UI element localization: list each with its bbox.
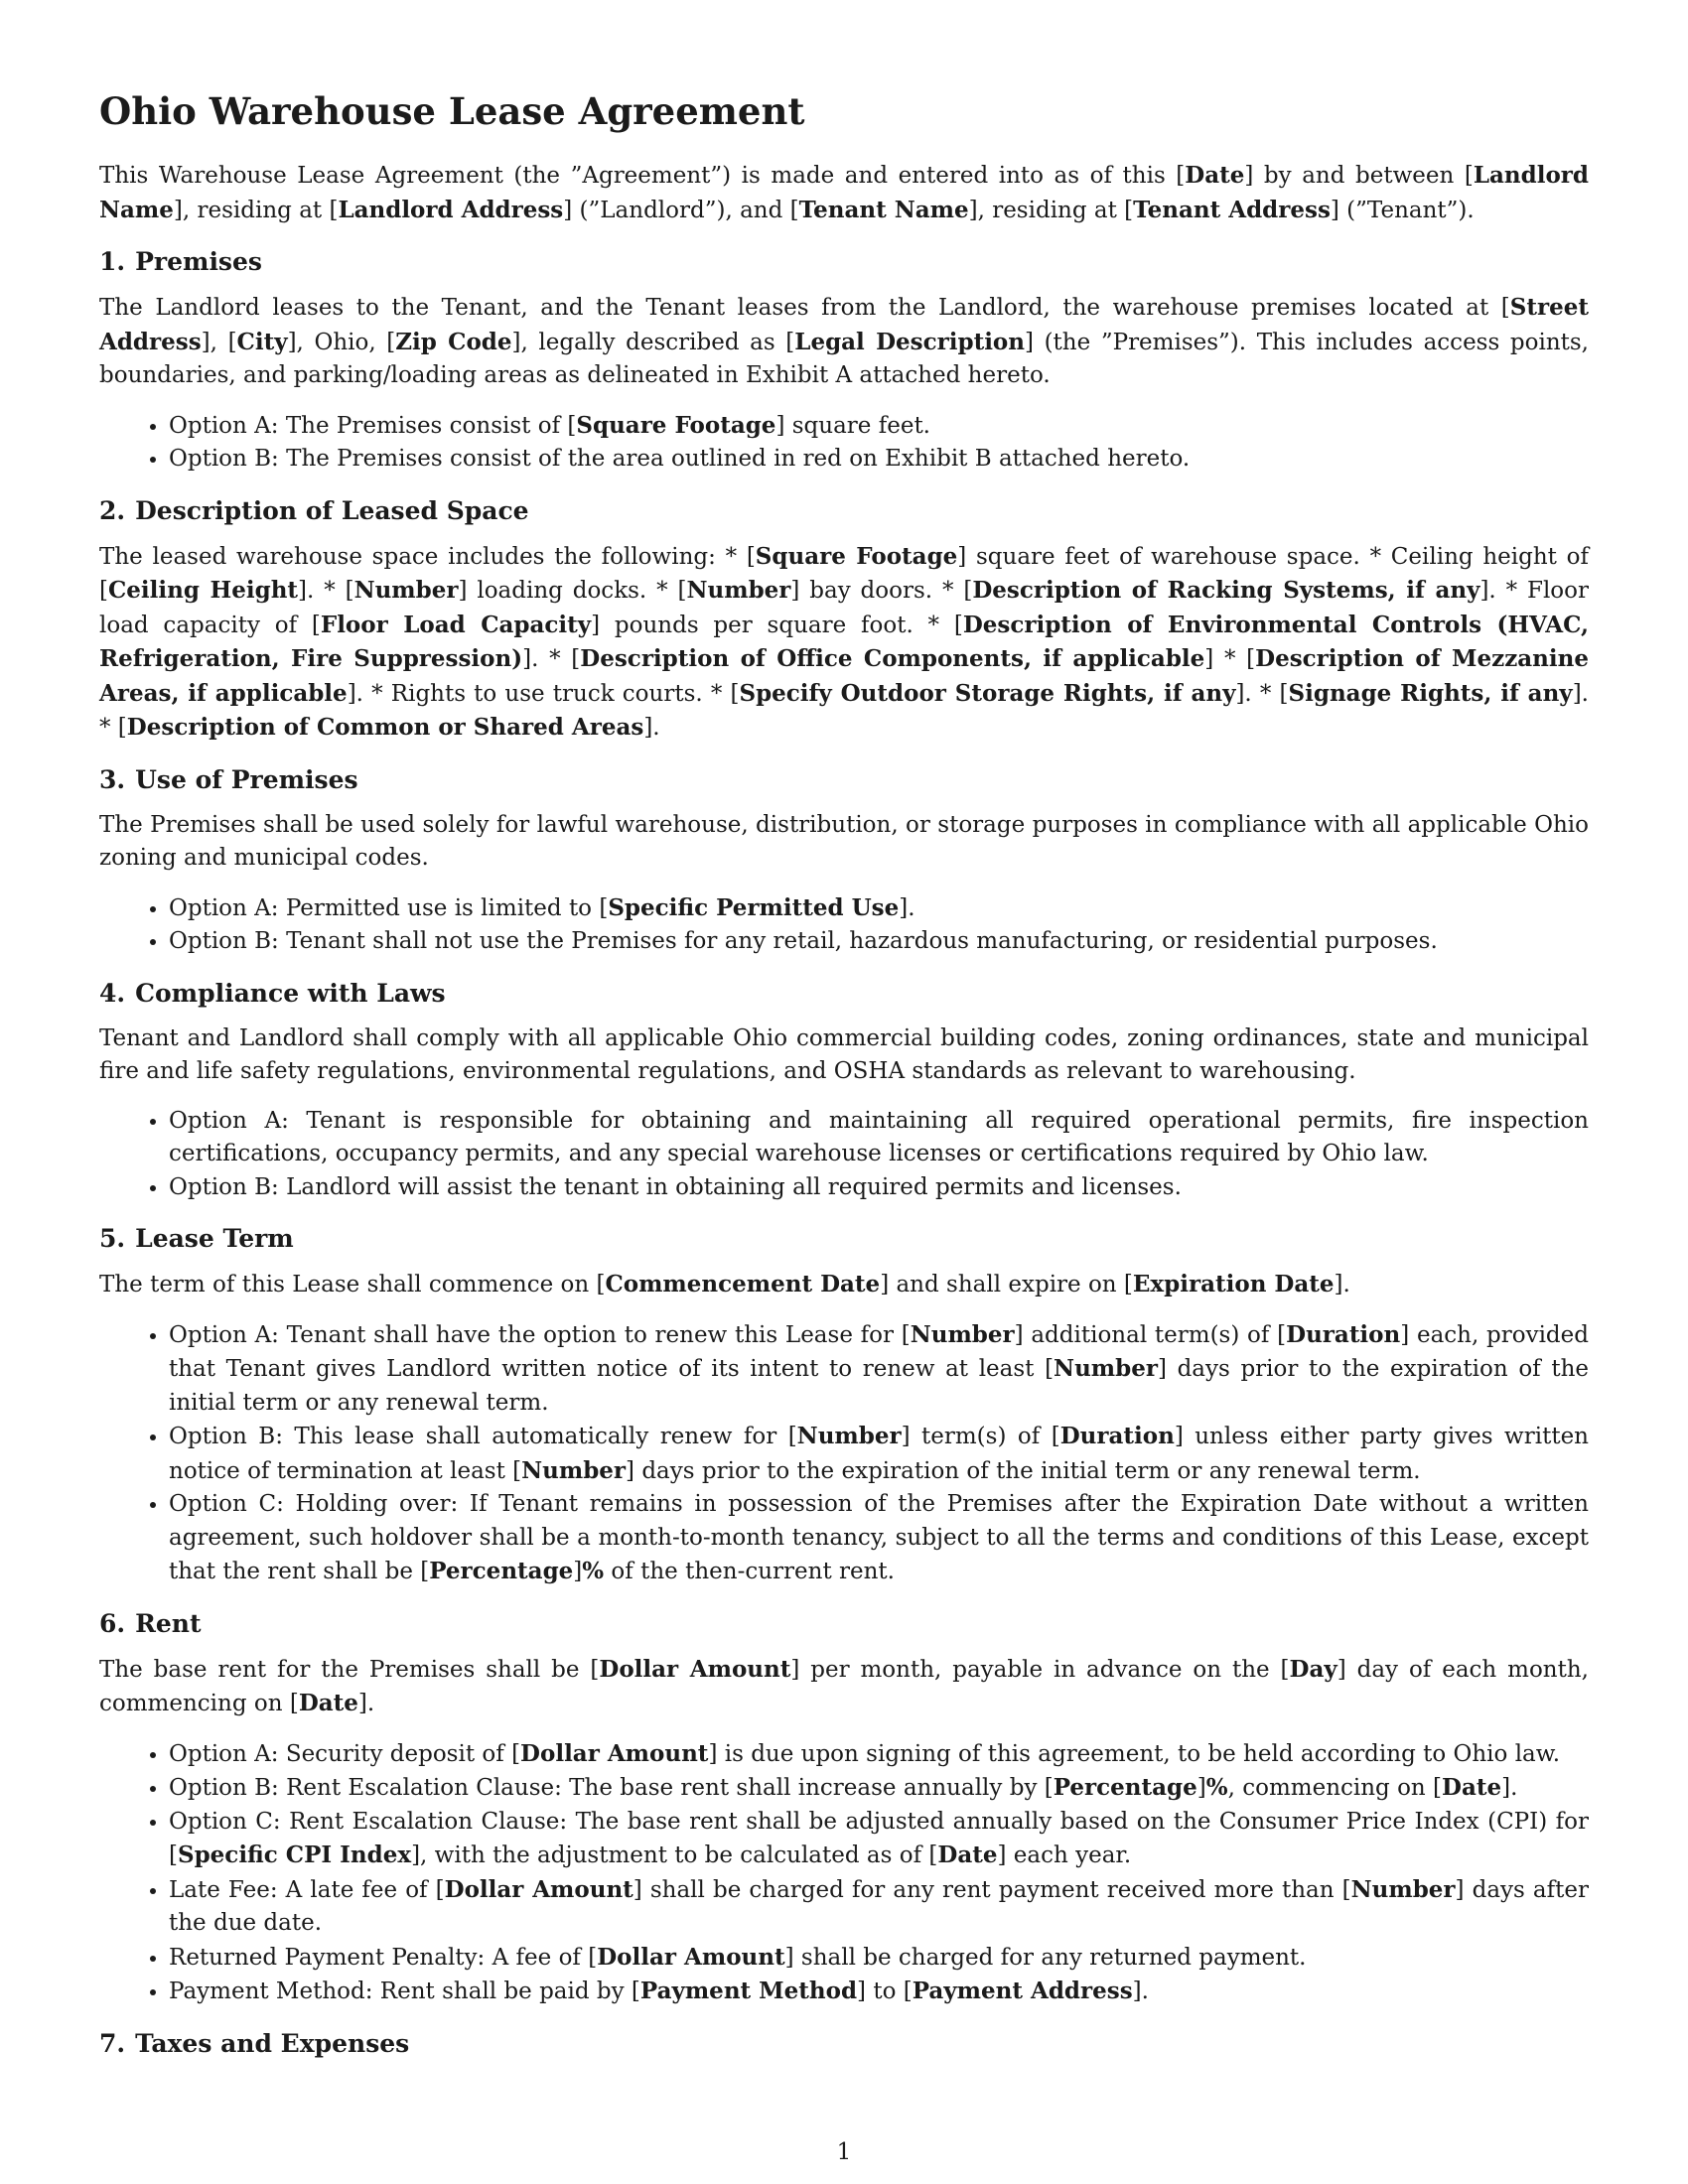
section-number: 6. xyxy=(99,1608,126,1638)
section-heading xyxy=(99,765,1589,795)
placeholder-field: Description of Racking Systems, if any xyxy=(972,577,1480,604)
text-run: ]. * [ xyxy=(522,646,581,672)
option-item xyxy=(169,1873,1589,1941)
text-run: ], [ xyxy=(201,329,237,355)
text-run: Option B: The Premises consist of the area outlined in red on Exhibit B attached hereto. xyxy=(169,446,1191,472)
text-run: ] xyxy=(1196,1775,1206,1801)
option-item xyxy=(169,925,1589,959)
placeholder-field: Dollar Amount xyxy=(520,1739,709,1767)
placeholder-field: Percentage xyxy=(429,1558,574,1584)
placeholder-field: Street Address xyxy=(99,294,1589,355)
text-run: ] days prior to the expiration of the initial term or any renewal term. xyxy=(169,1356,1589,1416)
placeholder-field: Number xyxy=(910,1320,1015,1348)
text-run: ], with the adjustment to be calculated as of [ xyxy=(411,1843,938,1868)
text-run: ] term(s) of [ xyxy=(901,1424,1060,1449)
placeholder-field: Landlord Name xyxy=(99,162,1589,223)
text-run: Payment Method: Rent shall be paid by [ xyxy=(169,1979,640,2004)
text-run: ]. xyxy=(357,1691,375,1716)
placeholder-field: Tenant Name xyxy=(798,196,969,223)
option-item xyxy=(169,409,1589,444)
text-run: ] each, provided that Tenant gives Landlord written notice of its intent to renew at least [ xyxy=(169,1321,1589,1382)
text-run: ] is due upon signing of this agreement, to be held according to Ohio law. xyxy=(708,1740,1561,1767)
text-run: ] square feet. xyxy=(775,412,930,439)
placeholder-field: Duration xyxy=(1286,1320,1401,1348)
placeholder-field: Legal Description xyxy=(794,328,1025,355)
text-run: ] days after the due date. xyxy=(169,1876,1589,1936)
section-number: 4. xyxy=(99,978,126,1008)
page-number: 1 xyxy=(836,2139,852,2165)
document-title: Ohio Warehouse Lease Agreement xyxy=(99,89,805,133)
text-run: ]. xyxy=(1501,1775,1518,1801)
text-run: The term of this Lease shall commence on [ xyxy=(99,1272,606,1297)
placeholder-field: Percentage xyxy=(1053,1774,1197,1801)
text-run: ]. * [ xyxy=(1235,680,1289,707)
placeholder-field: Description of Office Components, if applicable xyxy=(580,645,1205,672)
option-list xyxy=(99,1737,1589,2009)
text-run: The leased warehouse space includes the following: * [ xyxy=(99,543,756,570)
option-item xyxy=(169,1806,1589,1873)
text-run: Option B: This lease shall automatically renew for [ xyxy=(169,1424,797,1449)
placeholder-field: Specific CPI Index xyxy=(177,1842,412,1868)
text-run: ] per month, payable in advance on the [ xyxy=(790,1656,1290,1683)
section-heading-text: Premises xyxy=(135,247,262,276)
text-run: ] bay doors. * [ xyxy=(790,578,973,604)
text-run: ], legally described as [ xyxy=(511,329,795,355)
text-run: Tenant and Landlord shall comply with all applicable Ohio commercial building codes, zoning ordinances, state and municipal fire and life safety regulations, environmental regulations, and OSHA standards as relevant to warehousing. xyxy=(99,1024,1589,1084)
text-run: ]. * [ xyxy=(99,680,1589,741)
section-paragraph xyxy=(99,540,1589,746)
option-list xyxy=(99,1105,1589,1205)
option-item xyxy=(169,1737,1589,1772)
option-item xyxy=(169,891,1589,926)
section-paragraph xyxy=(99,1268,1589,1302)
text-run: Option A: The Premises consist of [ xyxy=(169,412,577,439)
text-run: Option A: Tenant is responsible for obtaining and maintaining all required operational permits, fire inspection certifications, occupancy permits, and any special warehouse licenses or certifications required by Ohio law. xyxy=(169,1107,1589,1166)
text-run: ] each year. xyxy=(997,1843,1132,1868)
placeholder-field: % xyxy=(1205,1774,1228,1801)
section-heading-text: Taxes and Expenses xyxy=(135,2028,410,2058)
text-run: ], Ohio, [ xyxy=(287,329,396,355)
text-run: The base rent for the Premises shall be [ xyxy=(99,1656,600,1683)
option-list xyxy=(99,1318,1589,1589)
placeholder-field: Landlord Address xyxy=(338,196,564,223)
text-run: ]. xyxy=(1334,1272,1350,1297)
text-run: ] shall be charged for any returned payment. xyxy=(784,1944,1307,1971)
text-run: ] loading docks. * [ xyxy=(458,578,687,604)
text-run: Option B: Tenant shall not use the Premises for any retail, hazardous manufacturing, or residential purposes. xyxy=(169,928,1438,954)
section-paragraph xyxy=(99,291,1589,393)
text-run: ], residing at [ xyxy=(968,197,1134,223)
placeholder-field: Description of Environmental Controls (HVAC, Refrigeration, Fire Suppression) xyxy=(99,611,1589,672)
text-run: ] pounds per square foot. * [ xyxy=(591,612,963,638)
section-heading xyxy=(99,979,1589,1009)
text-run: ] and shall expire on [ xyxy=(880,1272,1133,1297)
text-run: ]. xyxy=(899,894,915,921)
text-run: ] by and between [ xyxy=(1244,163,1474,189)
text-run: ] day of each month, commencing on [ xyxy=(99,1656,1589,1716)
text-run: Option B: Rent Escalation Clause: The base rent shall increase annually by [ xyxy=(169,1775,1054,1801)
text-run: The Landlord leases to the Tenant, and the Tenant leases from the Landlord, the warehouse premises located at [ xyxy=(99,295,1510,321)
placeholder-field: Expiration Date xyxy=(1132,1271,1335,1297)
placeholder-field: % xyxy=(582,1558,605,1584)
section-heading xyxy=(99,1609,1589,1639)
section-heading-text: Compliance with Laws xyxy=(135,978,446,1008)
placeholder-field: Tenant Address xyxy=(1133,196,1331,223)
text-run: The Premises shall be used solely for lawful warehouse, distribution, or storage purposes in compliance with all applicable Ohio zoning and municipal codes. xyxy=(99,811,1589,871)
text-run: ] to [ xyxy=(857,1979,913,2004)
option-item xyxy=(169,1318,1589,1421)
placeholder-field: Description of Common or Shared Areas xyxy=(126,714,644,741)
placeholder-field: Number xyxy=(1054,1355,1158,1382)
text-run: ]. xyxy=(643,715,660,741)
section-heading xyxy=(99,496,1589,526)
section-heading-text: Lease Term xyxy=(135,1224,294,1253)
placeholder-field: Floor Load Capacity xyxy=(320,611,592,638)
text-run: Option A: Tenant shall have the option to renew this Lease for [ xyxy=(169,1321,911,1348)
text-run: ] days prior to the expiration of the initial term or any renewal term. xyxy=(626,1457,1421,1484)
text-run: ], residing at [ xyxy=(173,197,339,223)
section-number: 2. xyxy=(99,495,126,525)
sections-container xyxy=(99,247,1589,2059)
text-run: Option A: Permitted use is limited to [ xyxy=(169,894,609,921)
placeholder-field: Number xyxy=(686,577,791,604)
section-heading xyxy=(99,247,1589,277)
text-run: ] * [ xyxy=(1204,646,1256,672)
placeholder-field: Dollar Amount xyxy=(599,1655,791,1683)
text-run: of the then-current rent. xyxy=(604,1559,895,1584)
section-heading-text: Description of Leased Space xyxy=(135,495,529,525)
placeholder-field: Number xyxy=(796,1423,902,1449)
text-run: ] (”Landlord”), and [ xyxy=(563,197,799,223)
placeholder-field: Number xyxy=(1350,1875,1456,1903)
placeholder-field: Payment Address xyxy=(912,1978,1133,2004)
section-number: 5. xyxy=(99,1224,126,1253)
placeholder-field: Payment Method xyxy=(639,1978,858,2004)
text-run: ]. * [ xyxy=(298,578,354,604)
section-heading xyxy=(99,2029,1589,2059)
text-run: ] shall be charged for any rent payment received more than [ xyxy=(633,1876,1351,1903)
document-page xyxy=(99,89,1589,2073)
text-run: ] unless either party gives written notice of termination at least [ xyxy=(169,1424,1589,1484)
text-run: , commencing on [ xyxy=(1227,1775,1443,1801)
placeholder-field: Day xyxy=(1289,1655,1337,1683)
placeholder-field: Dollar Amount xyxy=(444,1875,633,1903)
placeholder-field: Date xyxy=(298,1690,358,1716)
section-heading-text: Rent xyxy=(135,1608,202,1638)
placeholder-field: Specific Permitted Use xyxy=(608,893,900,921)
placeholder-field: Zip Code xyxy=(395,328,512,355)
placeholder-field: Duration xyxy=(1059,1423,1175,1449)
placeholder-field: Ceiling Height xyxy=(107,577,299,604)
option-item xyxy=(169,1975,1589,2009)
placeholder-field: Square Footage xyxy=(576,411,776,439)
text-run: Option C: Holding over: If Tenant remains in possession of the Premises after the Expiration Date without a written agreement, such holdover shall be a month-to-month tenancy, subject to all the terms and conditions of this Lease, except that the rent shall be [ xyxy=(169,1491,1589,1584)
text-run: ]. * Rights to use truck courts. * [ xyxy=(347,680,740,707)
placeholder-field: Date xyxy=(937,1842,998,1868)
placeholder-field: Signage Rights, if any xyxy=(1288,679,1573,707)
text-run: ] (the ”Premises”). This includes access points, boundaries, and parking/loading areas as delineated in Exhibit A attached hereto. xyxy=(99,329,1589,388)
placeholder-field: City xyxy=(236,328,288,355)
text-run: Option C: Rent Escalation Clause: The base rent shall be adjusted annually based on the Consumer Price Index (CPI) for [ xyxy=(169,1808,1589,1868)
text-run: ] additional term(s) of [ xyxy=(1014,1321,1287,1348)
option-item xyxy=(169,1171,1589,1205)
text-run: ] xyxy=(573,1559,583,1584)
text-run: Option B: Landlord will assist the tenant in obtaining all required permits and licenses. xyxy=(169,1173,1182,1200)
placeholder-field: Square Footage xyxy=(755,542,958,570)
section-number: 3. xyxy=(99,764,126,794)
text-run: ]. * Floor load capacity of [ xyxy=(99,578,1589,638)
option-list xyxy=(99,891,1589,959)
option-item xyxy=(169,1420,1589,1488)
placeholder-field: Date xyxy=(1442,1774,1502,1801)
option-item xyxy=(169,1488,1589,1589)
placeholder-field: Number xyxy=(521,1456,627,1484)
text-run: Option A: Security deposit of [ xyxy=(169,1740,521,1767)
section-heading-text: Use of Premises xyxy=(135,764,358,794)
option-item xyxy=(169,1771,1589,1806)
section-number: 1. xyxy=(99,247,126,276)
section-paragraph xyxy=(99,1653,1589,1721)
placeholder-field: Number xyxy=(353,577,459,604)
option-item xyxy=(169,1941,1589,1976)
placeholder-field: Description of Mezzanine Areas, if applicable xyxy=(99,645,1589,707)
text-run: Late Fee: A late fee of [ xyxy=(169,1876,445,1903)
text-run: ]. xyxy=(1132,1979,1149,2004)
section-heading xyxy=(99,1224,1589,1254)
section-paragraph xyxy=(99,809,1589,876)
option-item xyxy=(169,443,1589,477)
text-run: Returned Payment Penalty: A fee of [ xyxy=(169,1944,598,1971)
option-list xyxy=(99,409,1589,477)
placeholder-field: Commencement Date xyxy=(605,1271,881,1297)
intro-paragraph xyxy=(99,159,1589,227)
placeholder-field: Dollar Amount xyxy=(597,1943,785,1971)
placeholder-field: Date xyxy=(1185,162,1245,189)
placeholder-field: Specify Outdoor Storage Rights, if any xyxy=(739,679,1236,707)
option-item xyxy=(169,1105,1589,1171)
section-paragraph xyxy=(99,1023,1589,1089)
text-run: This Warehouse Lease Agreement (the ”Agreement”) is made and entered into as of this [ xyxy=(99,163,1186,189)
text-run: ] (”Tenant”). xyxy=(1330,197,1475,223)
section-number: 7. xyxy=(99,2028,126,2058)
text-run: ] square feet of warehouse space. * Ceiling height of [ xyxy=(99,543,1589,604)
